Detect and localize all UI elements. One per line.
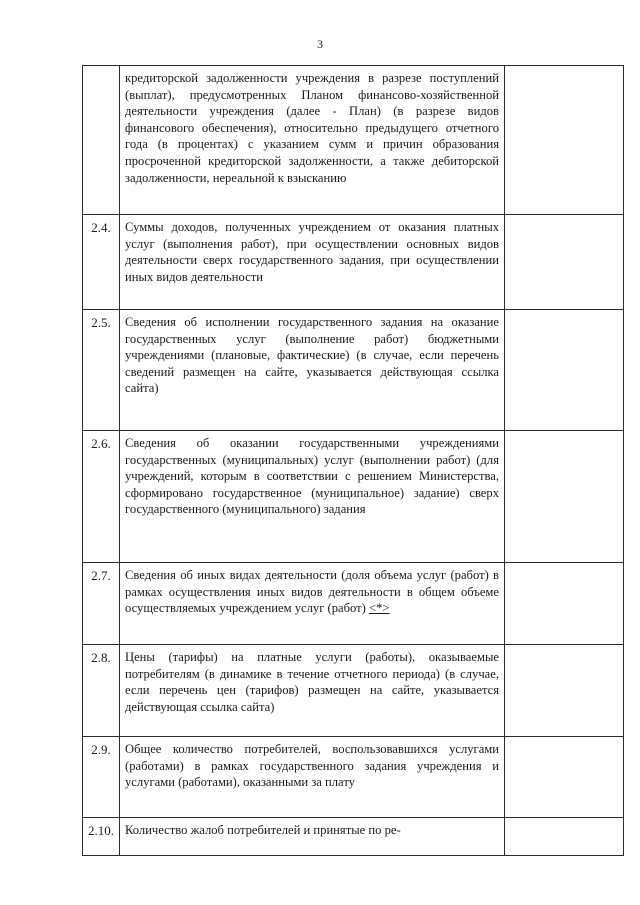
row-number: 2.10. xyxy=(83,818,120,856)
value-cell xyxy=(505,66,624,215)
value-cell xyxy=(505,563,624,645)
report-table xyxy=(82,65,624,856)
row-text-content: Сведения об иных видах деятельности (доля объема услуг (работ) в рамках осуществления иных видов деятельности в общем объеме осуществляемых учреждением услуг (работ) xyxy=(125,568,499,616)
value-cell xyxy=(505,215,624,310)
table-row xyxy=(83,818,624,856)
table-row xyxy=(83,645,624,737)
value-cell xyxy=(505,737,624,818)
row-text-content: кредиторской задолженности учреждения в разрезе поступлений (выплат), предусмотренных Планом финансово-хозяйственной деятельности учреждения (далее - План) (в разрезе видов финансового обеспечения), относительно предыдущего отчетного года (в процентах) с указанием сумм и причин образования просроченной кредиторской задолженности, а также дебиторской задолженности, нереальной к взысканию xyxy=(125,71,499,185)
table-row xyxy=(83,310,624,431)
row-text xyxy=(120,66,505,215)
value-cell xyxy=(505,645,624,737)
row-text-content: Количество жалоб потребителей и принятые по ре- xyxy=(125,823,401,837)
row-number: 2.7. xyxy=(83,563,120,645)
row-text xyxy=(120,431,505,563)
footnote-reference[interactable]: <*> xyxy=(369,601,390,616)
value-cell xyxy=(505,431,624,563)
table-row xyxy=(83,737,624,818)
row-text xyxy=(120,215,505,310)
row-number: 2.4. xyxy=(83,215,120,310)
row-text-content: Цены (тарифы) на платные услуги (работы), оказываемые потребителям (в динамике в течение отчетного периода) (в случае, если перечень цен (тарифов) размещен на сайте, указывается действующая ссылка сайта) xyxy=(125,650,499,714)
table-row xyxy=(83,215,624,310)
row-number: 2.9. xyxy=(83,737,120,818)
row-text-content: Общее количество потребителей, воспользовавшихся услугами (работами) в рамках государственного задания учреждения и услугами (работами), оказанными за плату xyxy=(125,742,499,790)
page-number: 3 xyxy=(317,37,323,51)
table-row xyxy=(83,431,624,563)
row-text xyxy=(120,818,505,856)
value-cell xyxy=(505,310,624,431)
row-text xyxy=(120,645,505,737)
row-text xyxy=(120,563,505,645)
row-number: 2.6. xyxy=(83,431,120,563)
value-cell xyxy=(505,818,624,856)
row-number xyxy=(83,66,120,215)
row-text-content: Сведения об исполнении государственного задания на оказание государственных услуг (выполнение работ) бюджетными учреждениями (плановые, фактические) (в случае, если перечень сведений размещен на сайте, указывается действующая ссылка сайта) xyxy=(125,315,499,396)
row-number: 2.5. xyxy=(83,310,120,431)
table-row xyxy=(83,66,624,215)
row-text-content: Сведения об оказании государственными учреждениями государственных (муниципальных) услуг (выполнении работ) (для учреждений, которым в соответствии с решением Министерства, сформировано государственное (муниципальное) задание) сверх государственного (муниципального) задания xyxy=(125,436,499,517)
row-number: 2.8. xyxy=(83,645,120,737)
table-row xyxy=(83,563,624,645)
row-text xyxy=(120,737,505,818)
row-text xyxy=(120,310,505,431)
row-text-content: Суммы доходов, полученных учреждением от оказания платных услуг (выполнения работ), при осуществлении основных видов деятельности сверх государственного задания, при осуществлении иных видов деятельности xyxy=(125,220,499,284)
